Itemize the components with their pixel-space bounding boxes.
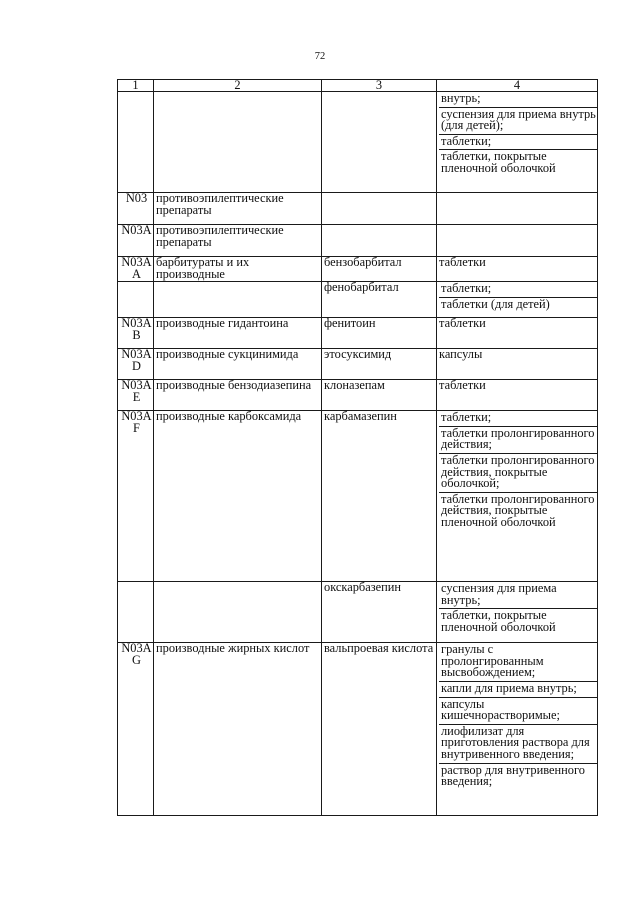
empty-cell [154, 282, 322, 318]
table-row [118, 643, 598, 816]
table-row [118, 411, 598, 582]
table-row [118, 318, 598, 349]
dosage-form: капли для приема внутрь; [439, 681, 597, 697]
dosage-forms: таблетки [437, 318, 598, 349]
table-row [118, 349, 598, 380]
atc-code: N03AE [118, 380, 154, 411]
atc-code: N03AD [118, 349, 154, 380]
dosage-form: таблетки пролонгированного действия, покрытые оболочкой; [439, 453, 597, 492]
atc-code: N03A [118, 225, 154, 257]
atc-code: N03AA [118, 257, 154, 282]
group-name: барбитураты и их производные [154, 257, 322, 282]
drug-name: клоназепам [322, 380, 437, 411]
dosage-form: таблетки; [441, 281, 492, 296]
dosage-form: суспензия для приема внутрь; [441, 581, 557, 607]
drug-name: этосуксимид [322, 349, 437, 380]
dosage-forms: капсулы [437, 349, 598, 380]
table-row [118, 282, 598, 318]
column-header: 1 [118, 80, 154, 92]
dosage-form: капсулы кишечнорастворимые; [439, 697, 597, 724]
atc-code: N03AG [118, 643, 154, 816]
group-name: производные жирных кислот [154, 643, 322, 816]
column-header: 4 [437, 80, 598, 92]
dosage-form: таблетки, покрытые пленочной оболочкой [439, 608, 597, 635]
dosage-forms: таблетки [437, 380, 598, 411]
empty-cell [118, 282, 154, 318]
table-header-row [118, 80, 598, 92]
dosage-forms [437, 225, 598, 257]
dosage-form: внутрь; [441, 91, 481, 105]
table-row [118, 582, 598, 643]
dosage-form: раствор для внутривенного введения; [439, 763, 597, 790]
dosage-forms [437, 582, 598, 643]
dosage-form: таблетки пролонгированного действия, покрытые пленочной оболочкой [439, 492, 597, 531]
drug-name [322, 193, 437, 225]
page-number: 72 [314, 51, 326, 62]
table-row [118, 193, 598, 225]
group-name: противоэпилептические препараты [154, 225, 322, 257]
drug-name [322, 225, 437, 257]
dosage-form: таблетки, покрытые пленочной оболочкой [439, 149, 597, 176]
dosage-forms [437, 92, 598, 193]
drug-name [322, 92, 437, 193]
empty-cell [154, 582, 322, 643]
drug-table [117, 79, 598, 816]
column-header: 2 [154, 80, 322, 92]
dosage-forms: таблетки [437, 257, 598, 282]
column-header: 3 [322, 80, 437, 92]
dosage-form: таблетки; [439, 134, 597, 150]
atc-code: N03AB [118, 318, 154, 349]
drug-name: карбамазепин [322, 411, 437, 582]
atc-code [118, 92, 154, 193]
drug-name: фенобарбитал [322, 282, 437, 318]
table-row [118, 257, 598, 282]
group-name [154, 92, 322, 193]
group-name: производные бензодиазепина [154, 380, 322, 411]
dosage-form: таблетки пролонгированного действия; [439, 426, 597, 453]
table-row [118, 225, 598, 257]
group-name: производные гидантоина [154, 318, 322, 349]
drug-name: окскарбазепин [322, 582, 437, 643]
dosage-forms [437, 411, 598, 582]
atc-code: N03AF [118, 411, 154, 582]
dosage-form: гранулы с пролонгированным высвобождением; [441, 642, 544, 680]
group-name: противоэпилептические препараты [154, 193, 322, 225]
group-name: производные карбоксамида [154, 411, 322, 582]
dosage-form: суспензия для приема внутрь (для детей); [441, 106, 596, 133]
atc-code: N03 [118, 193, 154, 225]
empty-cell [118, 582, 154, 643]
dosage-form: лиофилизат для приготовления раствора для внутривенного введения; [439, 724, 597, 763]
drug-name: вальпроевая кислота [322, 643, 437, 816]
table-row [118, 92, 598, 193]
table-row [118, 380, 598, 411]
dosage-form: таблетки; [441, 410, 492, 425]
drug-name: бензобарбитал [322, 257, 437, 282]
dosage-forms [437, 643, 598, 816]
drug-name: фенитоин [322, 318, 437, 349]
dosage-forms [437, 282, 598, 318]
dosage-forms [437, 193, 598, 225]
group-name: производные сукцинимида [154, 349, 322, 380]
dosage-form: таблетки (для детей) [439, 297, 597, 313]
